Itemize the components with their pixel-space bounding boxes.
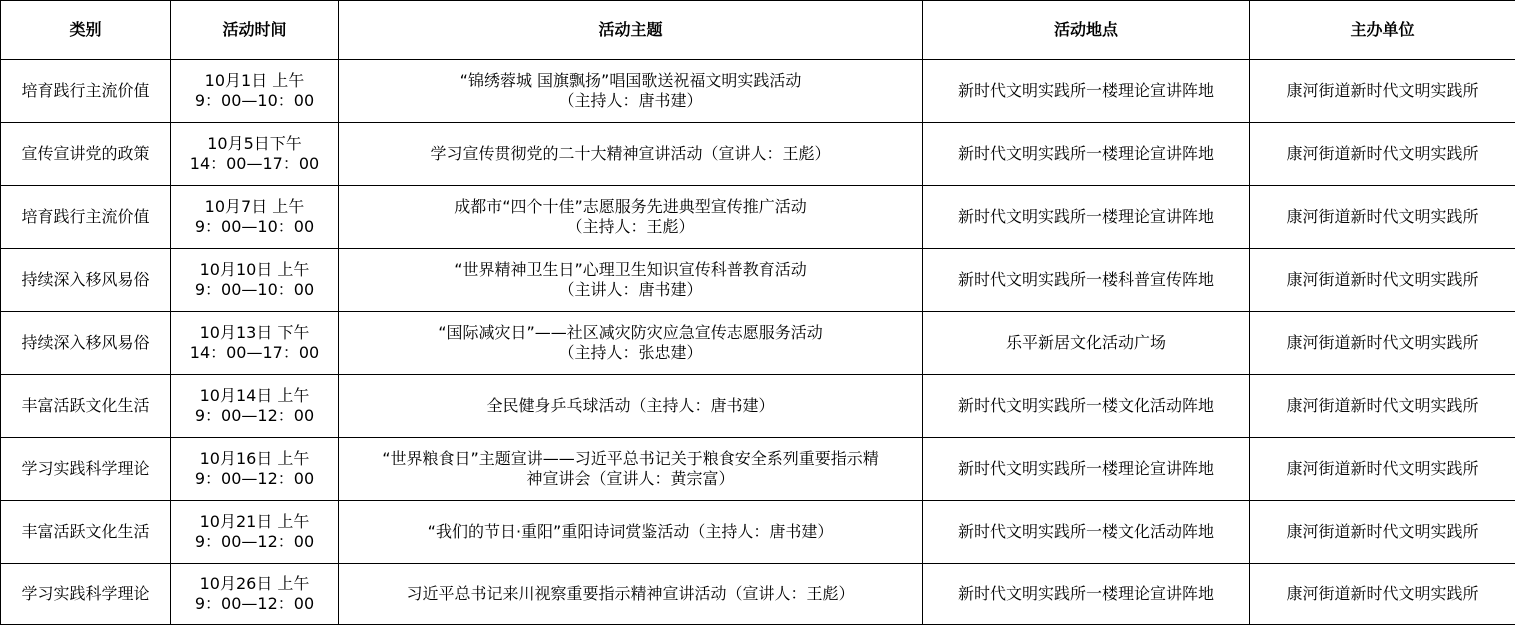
- time-date: 10月21日 上午: [175, 512, 334, 532]
- venue-cell: 新时代文明实践所一楼理论宣讲阵地: [923, 60, 1250, 123]
- venue-cell: 新时代文明实践所一楼科普宣传阵地: [923, 249, 1250, 312]
- organizer-cell: 康河街道新时代文明实践所: [1250, 438, 1515, 501]
- category-cell: 持续深入移风易俗: [1, 312, 171, 375]
- table-row: [1, 375, 1515, 438]
- organizer-cell: 康河街道新时代文明实践所: [1250, 249, 1515, 312]
- category-cell: 学习实践科学理论: [1, 564, 171, 625]
- time-cell: [171, 438, 339, 501]
- organizer-cell: 康河街道新时代文明实践所: [1250, 60, 1515, 123]
- theme-host: 神宣讲会（宣讲人：黄宗富）: [343, 469, 918, 489]
- schedule-body: [1, 60, 1515, 625]
- time-date: 10月7日 上午: [175, 197, 334, 217]
- time-range: 9：00—12：00: [175, 406, 334, 426]
- theme-cell: [339, 375, 923, 438]
- theme-title: 全民健身乒乓球活动（主持人：唐书建）: [343, 396, 918, 416]
- header-organizer: 主办单位: [1250, 1, 1515, 60]
- table-row: [1, 60, 1515, 123]
- time-cell: [171, 186, 339, 249]
- theme-cell: [339, 312, 923, 375]
- time-range: 14：00—17：00: [175, 343, 334, 363]
- time-range: 9：00—10：00: [175, 217, 334, 237]
- time-cell: [171, 501, 339, 564]
- table-row: [1, 438, 1515, 501]
- theme-cell: [339, 186, 923, 249]
- organizer-cell: 康河街道新时代文明实践所: [1250, 312, 1515, 375]
- table-row: [1, 312, 1515, 375]
- venue-cell: 乐平新居文化活动广场: [923, 312, 1250, 375]
- header-category: 类别: [1, 1, 171, 60]
- theme-title: 习近平总书记来川视察重要指示精神宣讲活动（宣讲人：王彪）: [343, 584, 918, 604]
- header-theme: 活动主题: [339, 1, 923, 60]
- time-range: 9：00—10：00: [175, 280, 334, 300]
- organizer-cell: 康河街道新时代文明实践所: [1250, 564, 1515, 625]
- venue-cell: 新时代文明实践所一楼理论宣讲阵地: [923, 186, 1250, 249]
- theme-title: 成都市“四个十佳”志愿服务先进典型宣传推广活动: [343, 197, 918, 217]
- venue-cell: 新时代文明实践所一楼文化活动阵地: [923, 375, 1250, 438]
- venue-cell: 新时代文明实践所一楼理论宣讲阵地: [923, 564, 1250, 625]
- venue-cell: 新时代文明实践所一楼理论宣讲阵地: [923, 438, 1250, 501]
- category-cell: 丰富活跃文化生活: [1, 501, 171, 564]
- theme-host: （主持人：王彪）: [343, 217, 918, 237]
- theme-title: “世界粮食日”主题宣讲——习近平总书记关于粮食安全系列重要指示精: [343, 449, 918, 469]
- theme-title: “锦绣蓉城 国旗飘扬”唱国歌送祝福文明实践活动: [343, 71, 918, 91]
- table-row: [1, 501, 1515, 564]
- theme-host: （主讲人：唐书建）: [343, 280, 918, 300]
- organizer-cell: 康河街道新时代文明实践所: [1250, 375, 1515, 438]
- category-cell: 持续深入移风易俗: [1, 249, 171, 312]
- time-cell: [171, 60, 339, 123]
- theme-cell: [339, 60, 923, 123]
- time-cell: [171, 564, 339, 625]
- time-range: 9：00—12：00: [175, 594, 334, 614]
- organizer-cell: 康河街道新时代文明实践所: [1250, 501, 1515, 564]
- time-cell: [171, 375, 339, 438]
- theme-cell: [339, 564, 923, 625]
- category-cell: 学习实践科学理论: [1, 438, 171, 501]
- category-cell: 培育践行主流价值: [1, 186, 171, 249]
- time-date: 10月13日 下午: [175, 323, 334, 343]
- time-date: 10月10日 上午: [175, 260, 334, 280]
- theme-title: “我们的节日·重阳”重阳诗词赏鉴活动（主持人：唐书建）: [343, 522, 918, 542]
- category-cell: 丰富活跃文化生活: [1, 375, 171, 438]
- time-date: 10月16日 上午: [175, 449, 334, 469]
- theme-cell: [339, 501, 923, 564]
- theme-host: （主持人：张忠建）: [343, 343, 918, 363]
- organizer-cell: 康河街道新时代文明实践所: [1250, 123, 1515, 186]
- time-date: 10月5日下午: [175, 134, 334, 154]
- header-time: 活动时间: [171, 1, 339, 60]
- category-cell: 培育践行主流价值: [1, 60, 171, 123]
- venue-cell: 新时代文明实践所一楼文化活动阵地: [923, 501, 1250, 564]
- organizer-cell: 康河街道新时代文明实践所: [1250, 186, 1515, 249]
- time-date: 10月26日 上午: [175, 574, 334, 594]
- time-range: 9：00—12：00: [175, 469, 334, 489]
- theme-host: （主持人：唐书建）: [343, 91, 918, 111]
- time-date: 10月14日 上午: [175, 386, 334, 406]
- table-row: [1, 123, 1515, 186]
- time-range: 9：00—10：00: [175, 91, 334, 111]
- theme-cell: [339, 438, 923, 501]
- table-row: [1, 249, 1515, 312]
- theme-cell: [339, 123, 923, 186]
- header-row: [1, 1, 1515, 60]
- category-cell: 宣传宣讲党的政策: [1, 123, 171, 186]
- theme-cell: [339, 249, 923, 312]
- table-row: [1, 564, 1515, 625]
- time-cell: [171, 123, 339, 186]
- venue-cell: 新时代文明实践所一楼理论宣讲阵地: [923, 123, 1250, 186]
- theme-title: “世界精神卫生日”心理卫生知识宣传科普教育活动: [343, 260, 918, 280]
- time-range: 14：00—17：00: [175, 154, 334, 174]
- theme-title: 学习宣传贯彻党的二十大精神宣讲活动（宣讲人：王彪）: [343, 144, 918, 164]
- time-cell: [171, 312, 339, 375]
- table-row: [1, 186, 1515, 249]
- time-range: 9：00—12：00: [175, 532, 334, 552]
- time-date: 10月1日 上午: [175, 71, 334, 91]
- theme-title: “国际减灾日”——社区减灾防灾应急宣传志愿服务活动: [343, 323, 918, 343]
- header-venue: 活动地点: [923, 1, 1250, 60]
- time-cell: [171, 249, 339, 312]
